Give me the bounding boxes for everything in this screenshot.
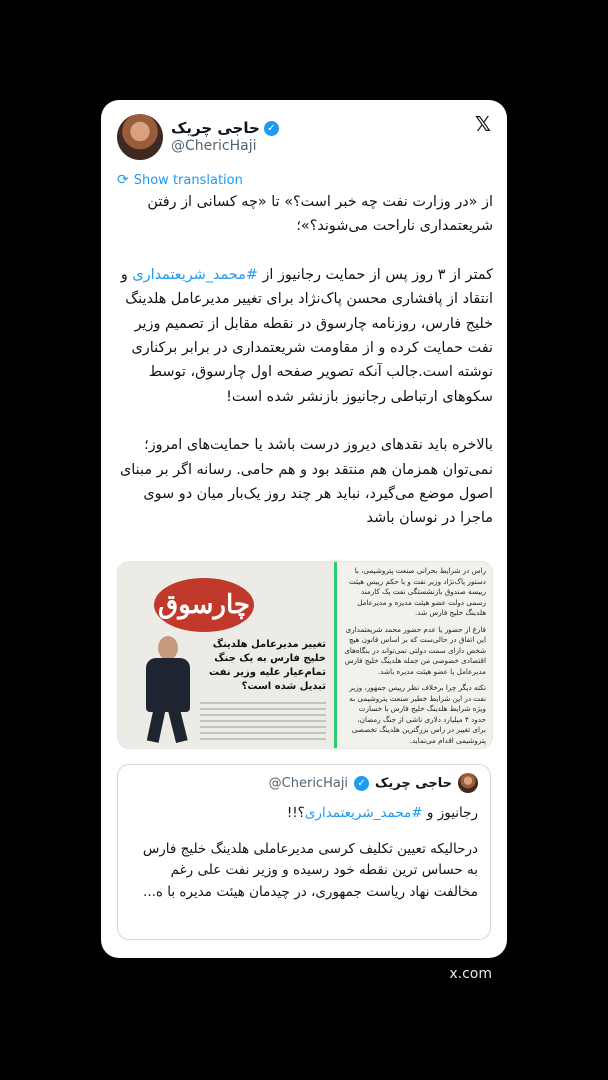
show-translation-label: Show translation <box>133 172 243 188</box>
show-translation-link[interactable] <box>117 172 243 188</box>
tweet-text <box>115 190 493 555</box>
quoted-text-segment: رجانیوز و <box>422 805 478 821</box>
quoted-tweet[interactable] <box>117 764 491 940</box>
quoted-body: درحالیکه تعیین تکلیف کرسی مدیرعاملی هلدینگ خلیج فارس به حساس ترین نقطه خود رسیده و وزیر نفت علی رغم مخالفت نهاد ریاست جمهوری، در چیدمان هیئت مدیره با ه... <box>142 840 478 900</box>
hashtag-link[interactable]: #محمد_شریعتمداری <box>132 266 258 283</box>
author-handle[interactable]: @ChericHaji <box>171 138 257 154</box>
article-paragraph: راس در شرایط بحرانی صنعت پتروشیمی، با دستور پاک‌نژاد وزیر نفت و با حکم رییس هیئت رییسه صندوق بازنشستگی نفت یک کارمند رسمی دولت عضو هیئت مدیره و مدیرعامل هلدینگ خلیج فارس شد. <box>348 566 486 617</box>
tweet-paragraph-3: بالاخره باید نقدهای دیروز درست باشد یا حمایت‌های امروز؛ نمی‌توان همزمان هم منتقد بود و هم حامی. رسانه اگر بر مبنای اصول موضع می‌گیرد، نباید هر چند روز یک‌بار میان دو سوی ماجرا در نوسان باشد <box>120 437 493 527</box>
article-paragraph: فارغ از حضور یا عدم حضور محمد شریعتمداری این اتفاق در حالی‌ست که بر اساس قانون هیچ شخص دارای سمت دولتی نمی‌تواند در بنگاه‌های اقتصادی خصوصی من جمله هلدینگ خلیج فارس مدیرعامل یا عضو هیئت مدیره باشد. <box>344 624 486 676</box>
quoted-author-name: حاجی چریک <box>375 775 452 791</box>
hashtag-link[interactable]: #محمد_شریعتمداری <box>304 805 423 821</box>
translate-icon: ⟳ <box>117 172 129 188</box>
tweet-paragraph-2 <box>115 263 493 409</box>
tweet-text-segment: و انتقاد از پافشاری محسن پاک‌نژاد برای تغییر مدیرعامل هلدینگ خلیج فارس، روزنامه چارسوق در نقطه مقابل از تصمیم وزیر نفت حمایت کرده و از مقاومت شریعتمداری در برابر برکناری نوشته است.جالب آنکه تصویر صفحه اول چارسوق، توسط سکوهای ارتباطی رجانیوز بازنشر شده است! <box>120 266 493 405</box>
tweet-card[interactable] <box>101 100 507 958</box>
article-text-column <box>340 562 490 749</box>
image-divider <box>334 562 337 748</box>
newspaper-front-page <box>118 562 334 748</box>
footer-brand[interactable]: x.com <box>449 966 492 982</box>
newspaper-photo <box>140 636 196 742</box>
newspaper-headline: تغییر مدیرعامل هلدینگ خلیج فارس به یک جنگ تمام‌عیار علیه وزیر نفت تبدیل شده است؟ <box>209 639 326 692</box>
quoted-tweet-header <box>269 773 478 793</box>
quoted-tweet-text <box>130 803 478 917</box>
newspaper-masthead: چارسوق <box>154 578 254 632</box>
verified-badge-icon: ✓ <box>264 121 279 136</box>
verified-badge-icon: ✓ <box>354 776 369 791</box>
article-paragraph: نکته دیگر چرا برخلاف نظر رییس جمهور، وزیر نفت در این شرایط خطیر صنعت پتروشیمی به ویژه شرایط هلدینگ خلیج فارس با خسارت حدود ۴ میلیارد دلاری ناشی از جنگ رمضان، برای تغییر در راس بزرگترین هلدینگ تخصصی پتروشیمی اقدام می‌نماید. <box>349 683 486 745</box>
x-logo-icon[interactable]: 𝕏 <box>474 112 491 136</box>
quoted-author-avatar <box>458 773 478 793</box>
tweet-paragraph-1: از «در وزارت نفت چه خبر است؟» تا «چه کسانی از رفتن شریعتمداری ناراحت می‌شوند؟»؛ <box>147 194 493 235</box>
author-name[interactable]: حاجی چریک <box>171 119 260 137</box>
tweet-image[interactable] <box>117 561 493 749</box>
quoted-line-1 <box>130 803 478 825</box>
quoted-author-handle: @ChericHaji <box>268 775 349 791</box>
newspaper-body-lines <box>200 702 326 744</box>
tweet-text-segment: کمتر از ۳ روز پس از حمایت رجانیوز از <box>257 266 493 283</box>
author-avatar[interactable] <box>117 114 163 160</box>
author-name-row <box>171 118 279 138</box>
quoted-text-segment: ؟!! <box>286 805 305 821</box>
